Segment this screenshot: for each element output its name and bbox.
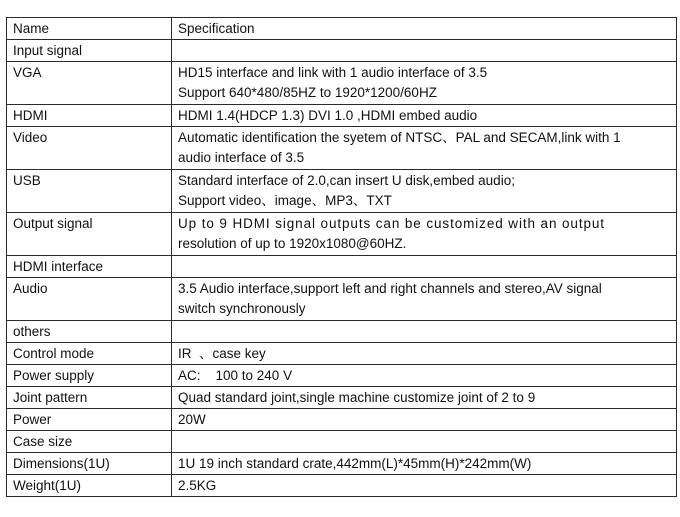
spec-line: audio interface of 3.5	[178, 150, 305, 165]
spec-line: Standard interface of 2.0,can insert U disk,embed audio;	[178, 173, 515, 188]
spec-line: Up to 9 HDMI signal outputs can be customized with an output	[178, 216, 605, 231]
row-spec-joint-pattern: Quad standard joint,single machine customize joint of 2 to 9	[172, 387, 677, 409]
row-name-output-signal: Output signal	[7, 213, 172, 256]
row-name-power-supply: Power supply	[7, 365, 172, 387]
table-header-row	[7, 18, 677, 40]
specification-table	[6, 17, 677, 497]
table-row	[7, 365, 677, 387]
row-spec-output-signal	[172, 213, 677, 256]
header-name-cell: Name	[7, 18, 172, 40]
row-spec-control-mode: IR 、case key	[172, 343, 677, 365]
row-name-power: Power	[7, 409, 172, 431]
table-row	[7, 105, 677, 127]
spec-line: switch synchronously	[178, 301, 306, 316]
row-name-hdmi-interface: HDMI interface	[7, 256, 172, 278]
table-row	[7, 409, 677, 431]
row-spec-video	[172, 127, 677, 170]
table-row	[7, 127, 677, 170]
row-name-video: Video	[7, 127, 172, 170]
row-spec-usb	[172, 170, 677, 213]
row-spec-vga	[172, 62, 677, 105]
table-row	[7, 256, 677, 278]
table-row	[7, 278, 677, 321]
row-spec-case-size	[172, 431, 677, 453]
spec-line: 3.5 Audio interface,support left and right channels and stereo,AV signal	[178, 281, 602, 296]
row-spec-hdmi-interface	[172, 256, 677, 278]
row-name-audio: Audio	[7, 278, 172, 321]
row-spec-input-signal	[172, 40, 677, 62]
row-spec-weight: 2.5KG	[172, 475, 677, 497]
row-name-weight: Weight(1U)	[7, 475, 172, 497]
spec-line: Support 640*480/85HZ to 1920*1200/60HZ	[178, 85, 437, 100]
row-name-others: others	[7, 321, 172, 343]
table-row	[7, 213, 677, 256]
row-name-hdmi: HDMI	[7, 105, 172, 127]
row-spec-audio	[172, 278, 677, 321]
row-name-input-signal: Input signal	[7, 40, 172, 62]
table-row	[7, 453, 677, 475]
row-name-dimensions: Dimensions(1U)	[7, 453, 172, 475]
row-name-vga: VGA	[7, 62, 172, 105]
row-spec-hdmi: HDMI 1.4(HDCP 1.3) DVI 1.0 ,HDMI embed audio	[172, 105, 677, 127]
row-spec-dimensions: 1U 19 inch standard crate,442mm(L)*45mm(H)*242mm(W)	[172, 453, 677, 475]
row-spec-others	[172, 321, 677, 343]
table-row	[7, 387, 677, 409]
spec-line: resolution of up to 1920x1080@60HZ.	[178, 236, 407, 251]
table-row	[7, 62, 677, 105]
header-specification-cell: Specification	[172, 18, 677, 40]
spec-line: HD15 interface and link with 1 audio interface of 3.5	[178, 65, 488, 80]
row-spec-power-supply: AC: 100 to 240 V	[172, 365, 677, 387]
table-row	[7, 475, 677, 497]
table-row	[7, 343, 677, 365]
spec-line: Support video、image、MP3、TXT	[178, 193, 392, 208]
row-spec-power: 20W	[172, 409, 677, 431]
row-name-usb: USB	[7, 170, 172, 213]
spec-line: Automatic identification the syetem of NTSC、PAL and SECAM,link with 1	[178, 130, 621, 145]
table-row	[7, 170, 677, 213]
table-row	[7, 40, 677, 62]
row-name-case-size: Case size	[7, 431, 172, 453]
table-row	[7, 431, 677, 453]
row-name-control-mode: Control mode	[7, 343, 172, 365]
row-name-joint-pattern: Joint pattern	[7, 387, 172, 409]
table-row	[7, 321, 677, 343]
